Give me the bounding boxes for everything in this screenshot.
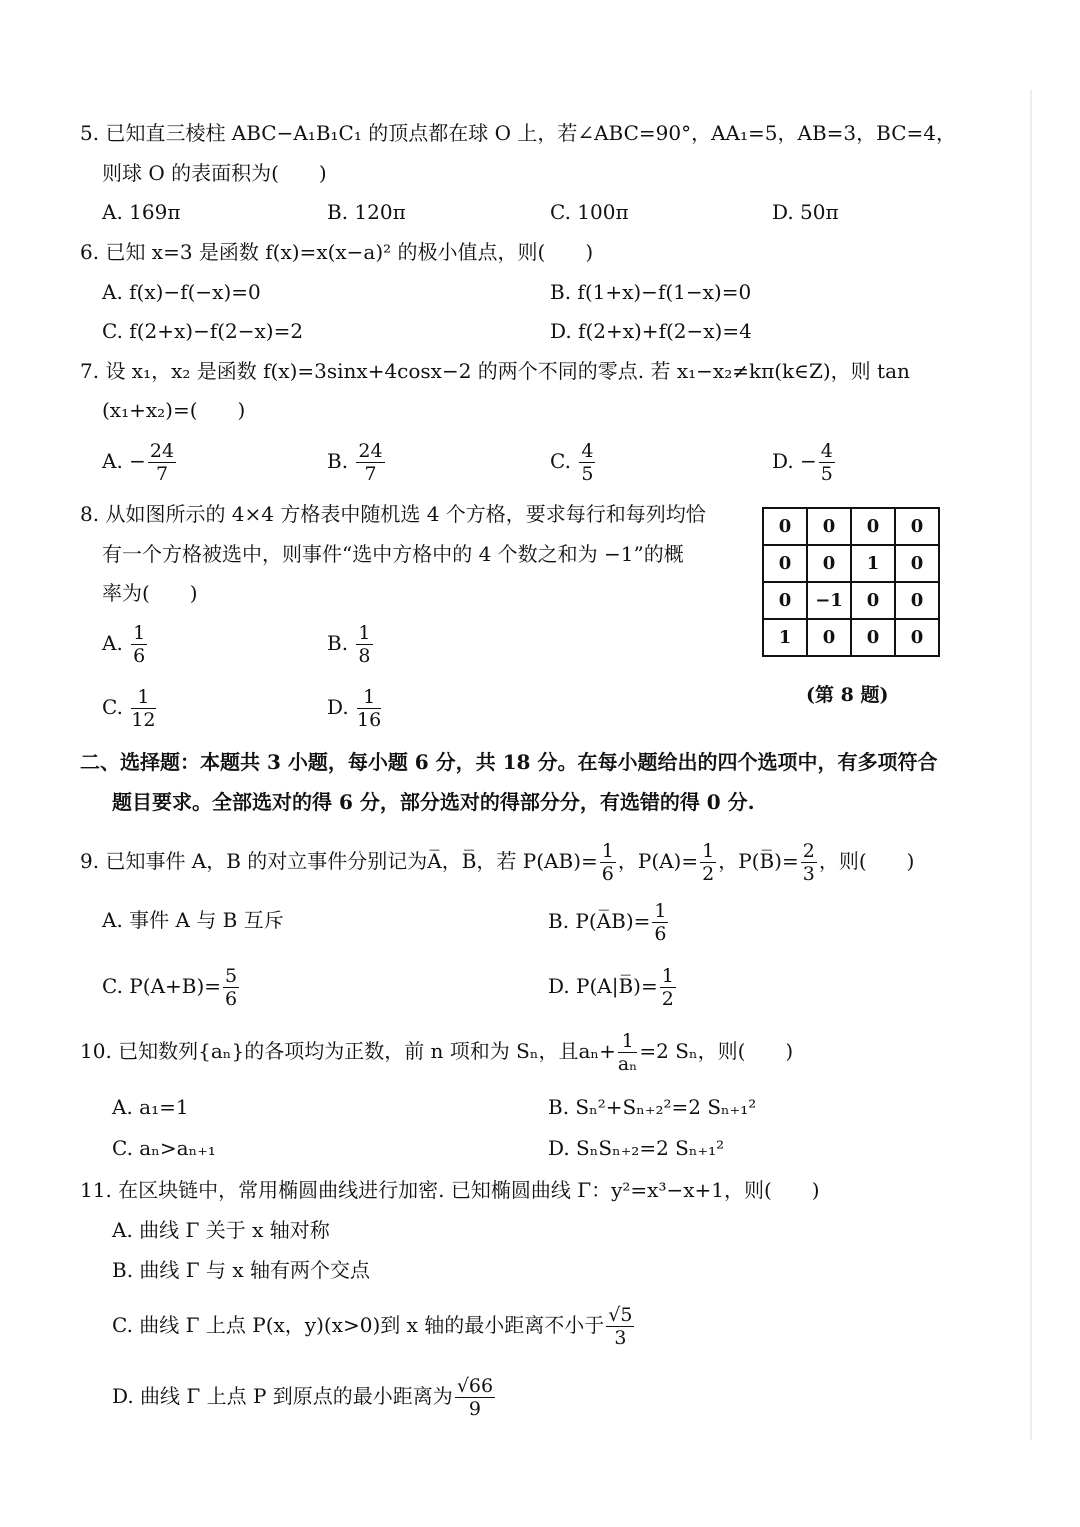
q7-option-c xyxy=(550,440,597,485)
grid-cell: 0 xyxy=(763,582,807,619)
grid-cell: 0 xyxy=(895,508,939,545)
q7-option-b xyxy=(327,440,387,485)
q10-stem xyxy=(80,1030,793,1075)
fraction-denominator: 2 xyxy=(702,863,715,885)
grid-cell: 0 xyxy=(895,545,939,582)
q7-option-c-fraction xyxy=(579,440,595,485)
q8-option-a xyxy=(102,622,149,667)
q11-option-b: B. 曲线 Γ 与 x 轴有两个交点 xyxy=(112,1258,370,1282)
grid-cell: 0 xyxy=(851,508,895,545)
grid-cell: 1 xyxy=(851,545,895,582)
fraction-denominator: 6 xyxy=(654,923,667,945)
q9-stem-part-b: ，P(A)= xyxy=(617,849,699,873)
q6-stem: 6. 已知 x=3 是函数 f(x)=x(x−a)² 的极小值点，则( ) xyxy=(80,240,594,264)
grid-cell: −1 xyxy=(807,582,851,619)
q10-option-c: C. aₙ>aₙ₊₁ xyxy=(112,1136,216,1160)
q5-stem-line1: 5. 已知直三棱柱 ABC−A₁B₁C₁ 的顶点都在球 O 上，若∠ABC=90°，AA₁=5，AB=3，BC=4， xyxy=(80,121,956,145)
q6-option-d: D. f(2+x)+f(2−x)=4 xyxy=(550,319,752,343)
scan-edge-divider xyxy=(1030,90,1032,1440)
fraction-denominator: 3 xyxy=(614,1327,627,1349)
fraction-numerator: 1 xyxy=(131,686,155,709)
q8-option-d xyxy=(327,686,383,731)
q9-option-b xyxy=(548,900,670,945)
fraction-numerator: √5 xyxy=(608,1304,633,1326)
grid-cell: 0 xyxy=(851,582,895,619)
q9-option-c-fraction xyxy=(223,965,239,1010)
fraction-numerator: 24 xyxy=(358,440,383,462)
q9-stem-part-a: 9. 已知事件 A，B 的对立事件分别记为A̅，B̅，若 P(AB)= xyxy=(80,849,598,873)
fraction-numerator: 4 xyxy=(820,440,833,462)
fraction-numerator: 1 xyxy=(357,686,381,709)
q7-option-d xyxy=(772,440,837,485)
q8-option-c-label: C. xyxy=(102,695,130,719)
fraction-numerator: 1 xyxy=(661,965,674,987)
q10-fraction xyxy=(618,1030,638,1075)
q10-stem-part-a: 10. 已知数列{aₙ}的各项均为正数，前 n 项和为 Sₙ，且aₙ+ xyxy=(80,1039,616,1063)
q10-option-d: D. SₙSₙ₊₂=2 Sₙ₊₁² xyxy=(548,1136,725,1160)
fraction-denominator: 12 xyxy=(131,709,156,731)
fraction-numerator: 2 xyxy=(802,840,815,862)
q10-option-a: A. a₁=1 xyxy=(112,1095,189,1119)
q8-figure-caption: (第 8 题) xyxy=(806,684,889,706)
q6-option-a: A. f(x)−f(−x)=0 xyxy=(102,280,261,304)
q9-stem-part-c: ，P(B̅)= xyxy=(718,849,799,873)
q7-option-d-label: D. − xyxy=(772,449,817,473)
fraction-denominator: 9 xyxy=(468,1398,481,1420)
q7-option-a xyxy=(102,440,178,485)
grid-row xyxy=(763,508,939,545)
q11-option-d-fraction xyxy=(455,1375,495,1420)
fraction-denominator: 6 xyxy=(601,863,614,885)
fraction-denominator: aₙ xyxy=(617,1053,638,1075)
q9-fraction-pab xyxy=(600,840,616,885)
fraction-numerator: 24 xyxy=(149,440,175,462)
q11-option-d-label: D. 曲线 Γ 上点 P 到原点的最小距离为 xyxy=(112,1384,453,1408)
q9-option-d xyxy=(548,965,678,1010)
q10-option-b: B. Sₙ²+Sₙ₊₂²=2 Sₙ₊₁² xyxy=(548,1095,757,1119)
q8-stem-line3: 率为( ) xyxy=(102,581,198,605)
grid-cell: 0 xyxy=(807,619,851,656)
q9-option-b-label: B. P(A̅B)= xyxy=(548,909,651,933)
fraction-denominator: 16 xyxy=(357,709,382,731)
q11-option-c-label: C. 曲线 Γ 上点 P(x，y)(x>0)到 x 轴的最小距离不小于 xyxy=(112,1313,605,1337)
fraction-denominator: 5 xyxy=(581,463,594,485)
q8-option-d-label: D. xyxy=(327,695,356,719)
fraction-denominator: 7 xyxy=(155,463,169,485)
grid-row xyxy=(763,545,939,582)
fraction-denominator: 6 xyxy=(225,988,238,1010)
grid-cell: 0 xyxy=(895,619,939,656)
q8-option-b-label: B. xyxy=(327,631,355,655)
q7-option-c-label: C. xyxy=(550,449,578,473)
fraction-numerator: 1 xyxy=(601,840,614,862)
q9-option-b-fraction xyxy=(652,900,668,945)
fraction-denominator: 7 xyxy=(364,463,377,485)
q9-option-a: A. 事件 A 与 B 互斥 xyxy=(102,908,284,932)
q7-option-b-label: B. xyxy=(327,449,355,473)
grid-cell: 0 xyxy=(807,508,851,545)
q7-option-b-fraction xyxy=(356,440,384,485)
fraction-numerator: 4 xyxy=(581,440,594,462)
q7-stem-line1: 7. 设 x₁，x₂ 是函数 f(x)=3sinx+4cosx−2 的两个不同的零点. 若 x₁−x₂≠kπ(k∈Z)，则 tan xyxy=(80,359,910,383)
q5-option-a: A. 169π xyxy=(102,200,181,224)
q9-stem-part-d: ，则( ) xyxy=(818,849,915,873)
grid-row xyxy=(763,619,939,656)
grid-cell: 0 xyxy=(807,545,851,582)
q8-stem-line2: 有一个方格被选中，则事件“选中方格中的 4 个数之和为 −1”的概 xyxy=(102,542,684,566)
fraction-numerator: 1 xyxy=(654,900,667,922)
q10-stem-part-b: =2 Sₙ，则( ) xyxy=(639,1039,794,1063)
q8-option-a-label: A. xyxy=(102,631,130,655)
q5-option-b: B. 120π xyxy=(327,200,406,224)
q11-option-a: A. 曲线 Γ 关于 x 轴对称 xyxy=(112,1218,330,1242)
q7-option-d-fraction xyxy=(819,440,835,485)
q8-option-c-fraction xyxy=(131,686,155,731)
grid-cell: 0 xyxy=(763,508,807,545)
fraction-numerator: 1 xyxy=(358,622,371,644)
grid-row xyxy=(763,582,939,619)
q11-option-c xyxy=(112,1304,636,1349)
fraction-numerator: 1 xyxy=(702,840,715,862)
q11-option-d xyxy=(112,1375,497,1420)
grid-cell: 0 xyxy=(763,545,807,582)
q8-option-b xyxy=(327,622,375,667)
grid-cell: 1 xyxy=(763,619,807,656)
q5-option-d: D. 50π xyxy=(772,200,839,224)
q6-option-c: C. f(2+x)−f(2−x)=2 xyxy=(102,319,304,343)
q5-stem-line2: 则球 O 的表面积为( ) xyxy=(102,161,327,185)
q7-option-a-fraction xyxy=(148,440,176,485)
fraction-numerator: 1 xyxy=(618,1030,638,1053)
fraction-denominator: 8 xyxy=(358,645,371,667)
fraction-denominator: 6 xyxy=(133,645,146,667)
grid-cell: 0 xyxy=(851,619,895,656)
q7-option-a-label: A. − xyxy=(102,449,146,473)
q8-option-c xyxy=(102,686,158,731)
q8-option-a-fraction xyxy=(131,622,147,667)
q6-option-b: B. f(1+x)−f(1−x)=0 xyxy=(550,280,752,304)
q5-option-c: C. 100π xyxy=(550,200,629,224)
q11-stem: 11. 在区块链中，常用椭圆曲线进行加密. 已知椭圆曲线 Γ：y²=x³−x+1，则( ) xyxy=(80,1178,820,1202)
fraction-denominator: 3 xyxy=(802,863,815,885)
fraction-denominator: 2 xyxy=(661,988,674,1010)
q9-fraction-pa xyxy=(700,840,716,885)
q9-option-c xyxy=(102,965,241,1010)
fraction-denominator: 5 xyxy=(820,463,833,485)
grid-cell: 0 xyxy=(895,582,939,619)
q9-stem xyxy=(80,840,914,885)
q8-stem-line1: 8. 从如图所示的 4×4 方格表中随机选 4 个方格，要求每行和每列均恰 xyxy=(80,502,706,526)
fraction-numerator: 5 xyxy=(225,965,238,987)
fraction-numerator: 1 xyxy=(133,622,146,644)
q11-option-c-fraction xyxy=(606,1304,634,1349)
fraction-numerator: √66 xyxy=(456,1375,494,1397)
q9-option-d-label: D. P(A|B̅)= xyxy=(548,974,658,998)
q9-fraction-pb-bar xyxy=(801,840,817,885)
q8-option-b-fraction xyxy=(356,622,372,667)
q7-stem-line2: (x₁+x₂)=( ) xyxy=(102,398,246,422)
q8-grid-table xyxy=(762,507,940,657)
section2-heading-line1: 二、选择题：本题共 3 小题，每小题 6 分，共 18 分。在每小题给出的四个选项中，有多项符合 xyxy=(80,750,938,774)
q8-option-d-fraction xyxy=(357,686,381,731)
q9-option-d-fraction xyxy=(660,965,676,1010)
section2-heading-line2: 题目要求。全部选对的得 6 分，部分选对的得部分分，有选错的得 0 分. xyxy=(112,790,755,814)
q9-option-c-label: C. P(A+B)= xyxy=(102,974,222,998)
